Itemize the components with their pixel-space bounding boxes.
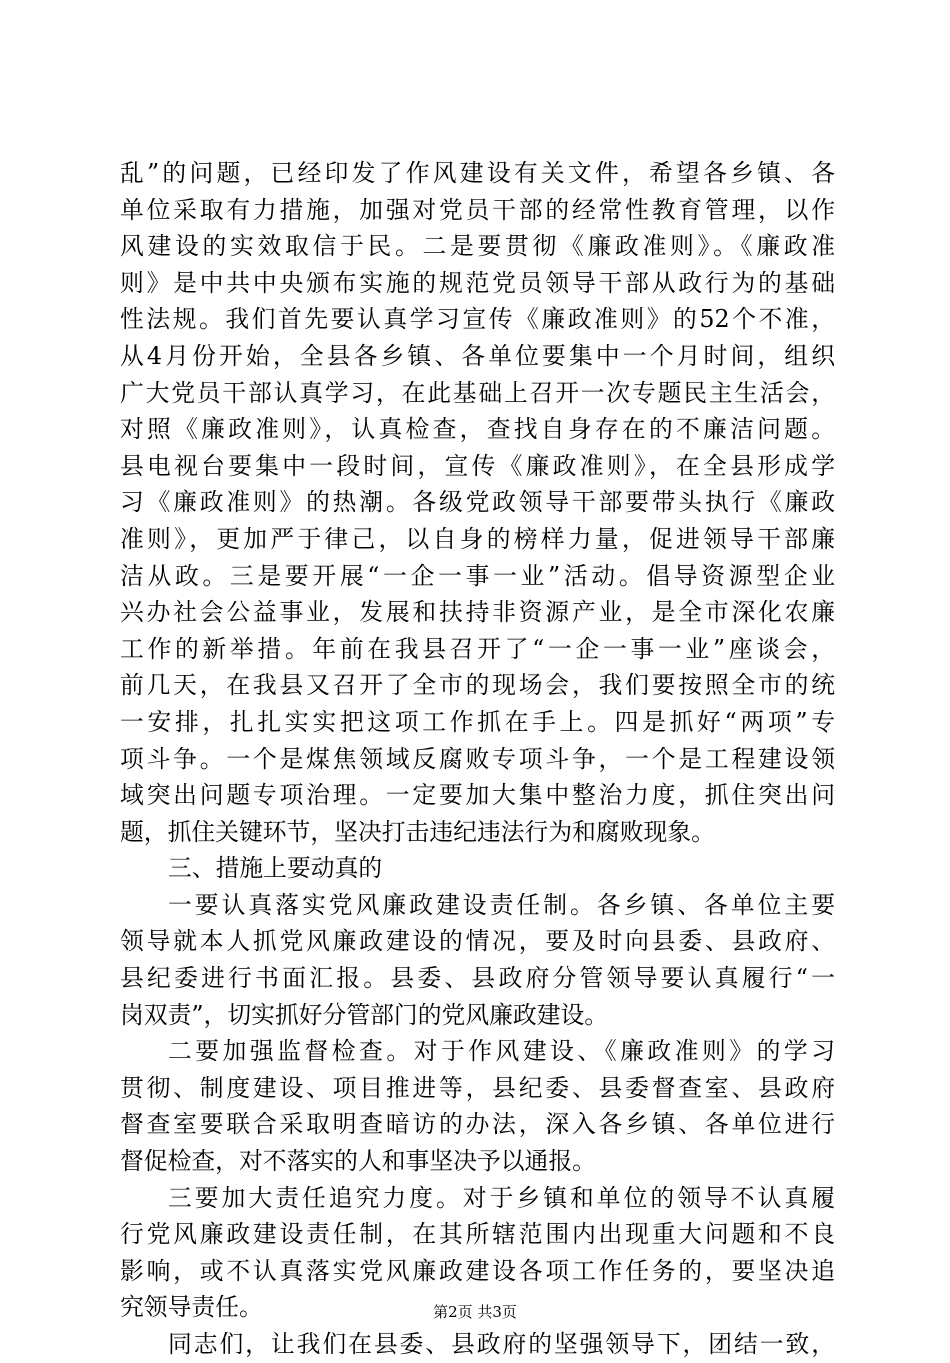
text-line: 岗双责”，切实抓好分管部门的党风廉政建设。: [120, 1000, 609, 1029]
text-line: 贯彻、制度建设、项目推进等，县纪委、县委督查室、县政府: [120, 1073, 835, 1102]
text-line: 一安排，扎扎实实把这项工作抓在手上。四是抓好“两项”专: [120, 707, 835, 736]
text-line: 督查室要联合采取明查暗访的办法，深入各乡镇、各单位进行: [120, 1110, 835, 1139]
text-line: 影响，或不认真落实党风廉政建设各项工作任务的，要坚决追: [120, 1256, 835, 1285]
text-line: 则》是中共中央颁布实施的规范党员领导干部从政行为的基础: [120, 268, 835, 297]
text-line: 一要认真落实党风廉政建设责任制。各乡镇、各单位主要: [168, 890, 835, 919]
text-line: 项斗争。一个是煤焦领域反腐败专项斗争，一个是工程建设领: [120, 744, 835, 773]
text-line: 兴办社会公益事业，发展和扶持非资源产业，是全市深化农廉: [120, 598, 835, 627]
text-line: 性法规。我们首先要认真学习宣传《廉政准则》的52个不准，: [120, 305, 835, 334]
page-number: 第2页 共3页: [433, 1303, 517, 1321]
text-line: 同志们，让我们在县委、县政府的坚强领导下，团结一致，: [168, 1330, 835, 1358]
text-line: 领导就本人抓党风廉政建设的情况，要及时向县委、县政府、: [120, 927, 835, 956]
text-line: 工作的新举措。年前在我县召开了“一企一事一业”座谈会，: [120, 634, 835, 663]
text-line: 乱”的问题，已经印发了作风建设有关文件，希望各乡镇、各: [120, 159, 835, 187]
text-line: 习《廉政准则》的热潮。各级党政领导干部要带头执行《廉政: [120, 488, 835, 517]
text-line: 题，抓住关键环节，坚决打击违纪违法行为和腐败现象。: [120, 817, 715, 846]
text-line: 从4月份开始，全县各乡镇、各单位要集中一个月时间，组织: [120, 341, 835, 370]
text-line: 广大党员干部认真学习，在此基础上召开一次专题民主生活会，: [120, 378, 835, 407]
document-body: [120, 155, 835, 1363]
text-line: 准则》，更加严于律己，以自身的榜样力量，促进领导干部廉: [120, 524, 835, 553]
text-line: 县纪委进行书面汇报。县委、县政府分管领导要认真履行“一: [120, 964, 835, 993]
text-line: 县电视台要集中一段时间，宣传《廉政准则》，在全县形成学: [120, 451, 835, 480]
text-line: 对照《廉政准则》，认真检查，查找自身存在的不廉洁问题。: [120, 415, 835, 444]
section-heading: 三、措施上要动真的: [168, 854, 383, 883]
text-line: 二要加强监督检查。对于作风建设、《廉政准则》的学习: [168, 1037, 835, 1066]
text-line: 风建设的实效取信于民。二是要贯彻《廉政准则》。《廉政准: [120, 232, 835, 261]
text-line: 究领导责任。: [120, 1293, 263, 1322]
text-line: 三要加大责任追究力度。对于乡镇和单位的领导不认真履: [168, 1183, 835, 1212]
text-line: 洁从政。三是要开展“一企一事一业”活动。倡导资源型企业: [120, 561, 835, 590]
text-line: 单位采取有力措施，加强对党员干部的经常性教育管理，以作: [120, 195, 835, 224]
text-line: 前几天，在我县又召开了全市的现场会，我们要按照全市的统: [120, 671, 835, 700]
text-line: 域突出问题专项治理。一定要加大集中整治力度，抓住突出问: [120, 781, 835, 810]
text-line: 行党风廉政建设责任制，在其所辖范围内出现重大问题和不良: [120, 1220, 835, 1249]
text-line: 督促检查，对不落实的人和事坚决予以通报。: [120, 1147, 596, 1176]
